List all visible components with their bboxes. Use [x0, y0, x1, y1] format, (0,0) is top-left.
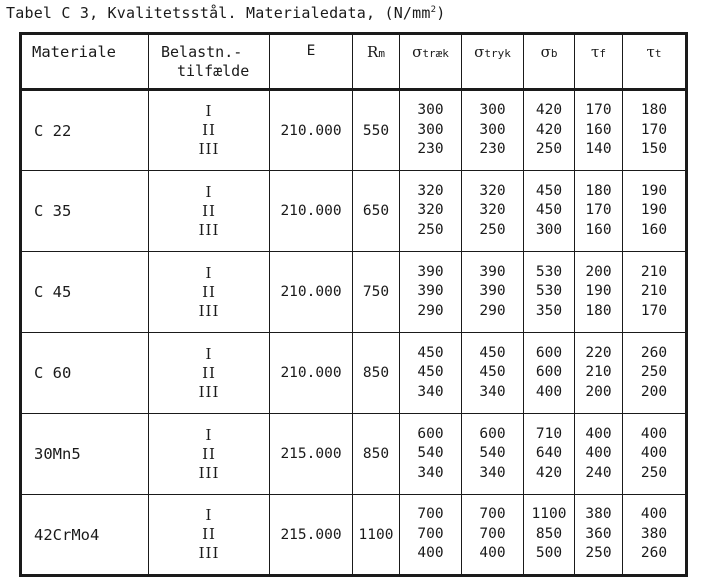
e-modulus: 210.000: [270, 90, 353, 171]
header-rm-symbol: R: [367, 43, 379, 61]
value-cell: 320: [479, 182, 506, 199]
sigma-tryk-values: [462, 252, 524, 333]
value-cell: 180: [585, 302, 612, 319]
load-cases: [149, 495, 270, 576]
header-sigma-tryk-symbol: σ: [474, 43, 485, 61]
value-cell: 700: [479, 525, 506, 542]
sigma-tryk-values: [462, 495, 524, 576]
value-cell: 320: [479, 202, 506, 219]
value-cell: 320: [417, 182, 444, 199]
value-cell: 340: [417, 464, 444, 481]
value-cell: 420: [535, 102, 563, 119]
value-cell: 710: [535, 425, 563, 442]
value-cell: 390: [479, 263, 506, 280]
load-case: III: [198, 382, 220, 401]
value-cell: 1100: [531, 506, 567, 523]
value-cell: 190: [640, 182, 668, 199]
value-cell: 540: [479, 445, 506, 462]
sigma-b-values: [524, 90, 575, 171]
tau-t-values: [623, 171, 687, 252]
value-cell: 390: [417, 283, 444, 300]
tau-f-values: [575, 414, 623, 495]
header-row: [21, 34, 687, 90]
value-cell: 300: [535, 221, 563, 238]
load-case: II: [202, 525, 216, 543]
value-cell: 160: [585, 221, 612, 238]
table-caption: [6, 4, 445, 22]
sigma-b-values: [524, 414, 575, 495]
value-cell: 400: [585, 445, 612, 462]
header-tau-t-subscript: t: [654, 47, 662, 60]
value-cell: 210: [640, 283, 668, 300]
value-cell: 380: [585, 506, 612, 523]
value-cell: 400: [640, 425, 668, 442]
value-cell: 210: [585, 364, 612, 381]
value-cell: 240: [585, 464, 612, 481]
material-name: 42CrMo4: [21, 495, 149, 576]
load-case: II: [202, 121, 216, 139]
value-cell: 600: [535, 344, 563, 361]
value-cell: 200: [640, 383, 668, 400]
rm-value: 1100: [353, 495, 400, 576]
value-cell: 450: [535, 202, 563, 219]
value-cell: 250: [585, 545, 612, 562]
table-row: [21, 333, 687, 414]
value-cell: 400: [535, 383, 563, 400]
header-e: E: [270, 34, 353, 90]
value-cell: 390: [417, 263, 444, 280]
tau-t-values: [623, 252, 687, 333]
value-cell: 600: [479, 425, 506, 442]
value-cell: 450: [535, 182, 563, 199]
value-cell: 160: [585, 121, 612, 138]
value-cell: 400: [640, 445, 668, 462]
tau-f-values: [575, 333, 623, 414]
tau-f-values: [575, 495, 623, 576]
value-cell: 250: [640, 464, 668, 481]
value-cell: 450: [479, 344, 506, 361]
sigma-traek-values: [400, 495, 462, 576]
rm-value: 750: [353, 252, 400, 333]
header-tau-f-symbol: τ: [591, 43, 600, 61]
sigma-tryk-values: [462, 171, 524, 252]
value-cell: 420: [535, 121, 563, 138]
load-cases: [149, 414, 270, 495]
value-cell: 340: [479, 383, 506, 400]
sigma-b-values: [524, 252, 575, 333]
value-cell: 530: [535, 283, 563, 300]
table-row: [21, 252, 687, 333]
rm-value: 850: [353, 414, 400, 495]
caption-superscript: 2: [430, 5, 437, 15]
load-case: II: [202, 282, 216, 301]
sigma-traek-values: [400, 333, 462, 414]
header-tau-t-symbol: τ: [646, 43, 655, 61]
load-case: I: [205, 425, 213, 444]
rm-value: 850: [353, 333, 400, 414]
value-cell: 340: [479, 464, 506, 481]
load-case: III: [198, 140, 220, 158]
value-cell: 450: [417, 364, 444, 381]
load-cases: [149, 90, 270, 171]
value-cell: 420: [535, 464, 563, 481]
material-name: C 22: [21, 90, 149, 171]
load-cases: [149, 333, 270, 414]
value-cell: 250: [640, 364, 668, 381]
value-cell: 230: [417, 141, 444, 158]
header-belastning-line1: Belastn.-: [161, 43, 243, 61]
caption-close: ): [436, 4, 446, 22]
e-modulus: 210.000: [270, 252, 353, 333]
load-case: I: [205, 102, 213, 120]
value-cell: 140: [585, 141, 612, 158]
header-sigma-tryk: [462, 34, 524, 90]
sigma-traek-values: [400, 90, 462, 171]
header-sigma-traek-subscript: træk: [422, 47, 449, 60]
value-cell: 600: [417, 425, 444, 442]
header-sigma-b: [524, 34, 575, 90]
value-cell: 170: [585, 202, 612, 219]
table-row: [21, 171, 687, 252]
value-cell: 180: [585, 182, 612, 199]
sigma-b-values: [524, 495, 575, 576]
value-cell: 180: [640, 102, 668, 119]
value-cell: 850: [535, 525, 563, 542]
material-name: 30Mn5: [21, 414, 149, 495]
sigma-traek-values: [400, 171, 462, 252]
load-case: I: [205, 344, 213, 363]
value-cell: 290: [479, 302, 506, 319]
value-cell: 250: [417, 221, 444, 238]
value-cell: 200: [585, 383, 612, 400]
load-case: II: [202, 444, 216, 463]
value-cell: 260: [640, 344, 668, 361]
header-tau-f-subscript: f: [599, 47, 606, 60]
table-row: [21, 495, 687, 576]
header-sigma-b-subscript: b: [550, 47, 558, 60]
value-cell: 360: [585, 525, 612, 542]
value-cell: 250: [479, 221, 506, 238]
material-name: C 45: [21, 252, 149, 333]
value-cell: 700: [417, 506, 444, 523]
value-cell: 150: [640, 141, 668, 158]
load-case: III: [198, 220, 220, 239]
sigma-tryk-values: [462, 333, 524, 414]
value-cell: 700: [417, 525, 444, 542]
header-tau-f: [575, 34, 623, 90]
value-cell: 700: [479, 506, 506, 523]
value-cell: 300: [417, 121, 444, 138]
value-cell: 300: [479, 102, 506, 119]
load-case: I: [205, 506, 213, 524]
tau-t-values: [623, 333, 687, 414]
header-materiale: Materiale: [21, 34, 149, 90]
header-sigma-traek-symbol: σ: [412, 43, 423, 61]
table-row: [21, 90, 687, 171]
tau-t-values: [623, 90, 687, 171]
value-cell: 190: [640, 202, 668, 219]
value-cell: 600: [535, 364, 563, 381]
load-case: I: [205, 182, 213, 201]
value-cell: 350: [535, 302, 563, 319]
header-belastningstilfaelde: [149, 34, 270, 90]
value-cell: 170: [640, 302, 668, 319]
value-cell: 200: [585, 263, 612, 280]
load-case: II: [202, 363, 216, 382]
table-row: [21, 414, 687, 495]
tau-f-values: [575, 171, 623, 252]
value-cell: 290: [417, 302, 444, 319]
value-cell: 640: [535, 445, 563, 462]
value-cell: 320: [417, 202, 444, 219]
tau-f-values: [575, 90, 623, 171]
value-cell: 400: [417, 545, 444, 562]
load-case: I: [205, 263, 213, 282]
sigma-b-values: [524, 171, 575, 252]
header-sigma-b-symbol: σ: [540, 43, 551, 61]
sigma-traek-values: [400, 252, 462, 333]
tau-f-values: [575, 252, 623, 333]
e-modulus: 210.000: [270, 333, 353, 414]
value-cell: 500: [535, 545, 563, 562]
value-cell: 390: [479, 283, 506, 300]
load-case: III: [198, 463, 220, 482]
sigma-traek-values: [400, 414, 462, 495]
value-cell: 400: [585, 425, 612, 442]
value-cell: 160: [640, 221, 668, 238]
header-rm: [353, 34, 400, 90]
value-cell: 380: [640, 525, 668, 542]
rm-value: 650: [353, 171, 400, 252]
e-modulus: 215.000: [270, 414, 353, 495]
caption-text: Tabel C 3, Kvalitetsstål. Materialedata, (N/mm: [6, 4, 431, 22]
header-tau-t: [623, 34, 687, 90]
value-cell: 300: [417, 102, 444, 119]
value-cell: 210: [640, 263, 668, 280]
value-cell: 170: [585, 102, 612, 119]
material-name: C 60: [21, 333, 149, 414]
value-cell: 400: [479, 545, 506, 562]
value-cell: 450: [479, 364, 506, 381]
value-cell: 530: [535, 263, 563, 280]
value-cell: 190: [585, 283, 612, 300]
header-sigma-tryk-subscript: tryk: [484, 47, 511, 60]
value-cell: 170: [640, 121, 668, 138]
load-case: III: [198, 301, 220, 320]
load-case: II: [202, 201, 216, 220]
header-belastning-line2: tilfælde: [177, 62, 250, 80]
value-cell: 450: [417, 344, 444, 361]
value-cell: 340: [417, 383, 444, 400]
tau-t-values: [623, 495, 687, 576]
material-name: C 35: [21, 171, 149, 252]
header-sigma-traek: [400, 34, 462, 90]
material-data-table: [19, 32, 688, 577]
value-cell: 250: [535, 141, 563, 158]
header-rm-subscript: m: [378, 47, 385, 60]
load-case: III: [198, 544, 220, 562]
value-cell: 400: [640, 506, 668, 523]
value-cell: 540: [417, 445, 444, 462]
sigma-tryk-values: [462, 90, 524, 171]
value-cell: 230: [479, 141, 506, 158]
value-cell: 220: [585, 344, 612, 361]
load-cases: [149, 252, 270, 333]
value-cell: 260: [640, 545, 668, 562]
sigma-tryk-values: [462, 414, 524, 495]
tau-t-values: [623, 414, 687, 495]
e-modulus: 215.000: [270, 495, 353, 576]
rm-value: 550: [353, 90, 400, 171]
e-modulus: 210.000: [270, 171, 353, 252]
load-cases: [149, 171, 270, 252]
sigma-b-values: [524, 333, 575, 414]
value-cell: 300: [479, 121, 506, 138]
